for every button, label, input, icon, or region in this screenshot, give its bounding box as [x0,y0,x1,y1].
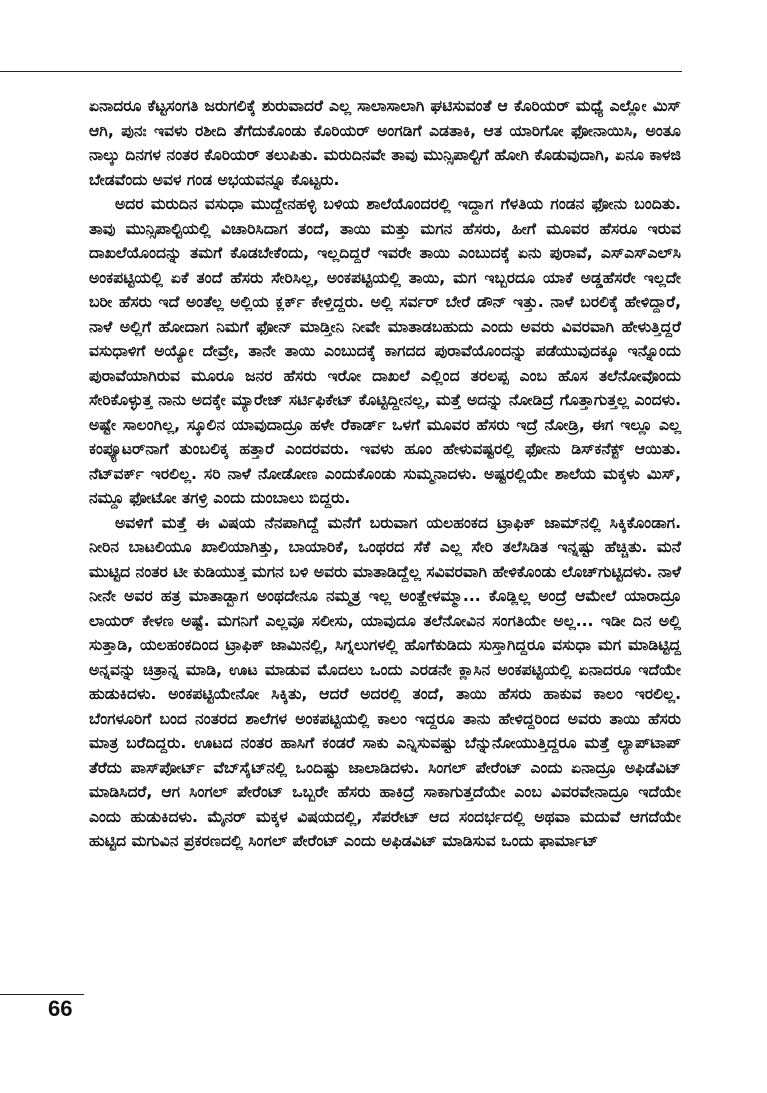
paragraph-3: ಅವಳಿಗೆ ಮತ್ತೆ ಈ ವಿಷಯ ನೆನಪಾಗಿದ್ದೆ ಮನೆಗೆ ಬರುವಾಗ ಯಲಹಂಕದ ಟ್ರಾಫಿಕ್ ಜಾಮ್‌ನಲ್ಲಿ ಸಿಕ್ಕಿಕೊಂಡಾಗ. ನೀರಿನ ಬಾಟಲಿಯೂ ಖಾಲಿಯಾಗಿತ್ತು, ಬಾಯಾರಿಕೆ, ಒಂಥರದ ಸೆಕೆ ಎಲ್ಲ ಸೇರಿ ತಲೆಸಿಡಿತ ಇನ್ನಷ್ಟು ಹೆಚ್ಚಿತು. ಮನೆ ಮುಟ್ಟಿದ ನಂತರ ಟೀ ಕುಡಿಯುತ್ತ ಮಗನ ಬಳಿ ಅವರು ಮಾತಾಡಿದ್ದೆಲ್ಲ ಸವಿವರವಾಗಿ ಹೇಳಿಕೊಂಡು ಲೊಚ್‌ಗುಟ್ಟಿದಳು. ನಾಳೆ ನೀನೇ ಅವರ ಹತ್ರ ಮಾತಾಡ್ಬಾಗ ಅಂಥದೇನೂ ನಮ್ಮತ್ರ ಇಲ್ಲ ಅಂತ್ಹೇಳಮ್ಮಾ... ಕೊಡ್ಲಿಲ್ಲ ಅಂದ್ರೆ ಆಮೇಲೆ ಯಾರಾದ್ರೂ ಲಾಯರ್ ಕೇಳಣ ಅಷ್ಟೆ. ಮಗನಿಗೆ ಎಲ್ಲವೂ ಸಲೀಸು, ಯಾವುದೂ ತಲೆನೋವಿನ ಸಂಗತಿಯೇ ಅಲ್ಲ... ಇಡೀ ದಿನ ಅಲ್ಲಿ ಸುತ್ತಾಡಿ, ಯಲಹಂಕದಿಂದ ಟ್ರಾಫಿಕ್ ಜಾಮಿನಲ್ಲಿ, ಸಿಗ್ನಲುಗಳಲ್ಲಿ ಹೊಗೆಕುಡಿದು ಸುಸ್ತಾಗಿದ್ದರೂ ವಸುಧಾ ಮಗ ಮಾಡಿಟ್ಟಿದ್ದ ಅನ್ನವನ್ನು ಚಿತ್ರಾನ್ನ ಮಾಡಿ, ಊಟ ಮಾಡುವ ಮೊದಲು ಒಂದು ಎರಡನೇ ಕ್ಲಾಸಿನ ಅಂಕಪಟ್ಟಿಯಲ್ಲಿ ಏನಾದರೂ ಇದೆಯೇ ಹುಡುಕಿದಳು. ಅಂಕಪಟ್ಟಿಯೇನೋ ಸಿಕ್ಕಿತು, ಆದರೆ ಅದರಲ್ಲಿ ತಂದೆ, ತಾಯಿ ಹೆಸರು ಹಾಕುವ ಕಾಲಂ ಇರಲಿಲ್ಲ. ಬೆಂಗಳೂರಿಗೆ ಬಂದ ನಂತರದ ಶಾಲೆಗಳ ಅಂಕಪಟ್ಟಿಯಲ್ಲಿ ಕಾಲಂ ಇದ್ದರೂ ತಾನು ಹೇಳಿದ್ದರಿಂದ ಅವರು ತಾಯಿ ಹೆಸರು ಮಾತ್ರ ಬರೆದಿದ್ದರು. ಊಟದ ನಂತರ ಹಾಸಿಗೆ ಕಂಡರೆ ಸಾಕು ಎನ್ನಿಸುವಷ್ಟು ಬೆನ್ನುನೋಯುತ್ತಿದ್ದರೂ ಮತ್ತೆ ಲ್ಯಾಪ್‌ಟಾಪ್ ತೆರೆದು ಪಾಸ್‌ಪೋರ್ಟ್ ವೆಬ್‌ಸೈಟ್‌ನಲ್ಲಿ ಒಂದಿಷ್ಟು ಜಾಲಾಡಿದಳು. ಸಿಂಗಲ್ ಪೇರೆಂಟ್ ಎಂದು ಏನಾದ್ರೂ ಅಫಿಡೆವಿಟ್ ಮಾಡಿಸಿದರೆ, ಆಗ ಸಿಂಗಲ್ ಪೇರೆಂಟ್ ಒಬ್ಬರೇ ಹೆಸರು ಹಾಕಿದ್ರೆ ಸಾಕಾಗುತ್ತದೆಯೇ ಎಂಬ ವಿವರವೇನಾದ್ರೂ ಇದೆಯೇ ಎಂದು ಹುಡುಕಿದಳು. ಮೈನರ್ ಮಕ್ಕಳ ವಿಷಯದಲ್ಲಿ, ಸೆಪರೇಟ್ ಆದ ಸಂದರ್ಭದಲ್ಲಿ ಅಥವಾ ಮದುವೆ ಆಗದೆಯೇ ಹುಟ್ಟಿದ ಮಗುವಿನ ಪ್ರಕರಣದಲ್ಲಿ ಸಿಂಗಲ್ ಪೇರೆಂಟ್ ಎಂದು ಅಫಿಡವಿಟ್ ಮಾಡಿಸುವ ಒಂದು ಫಾರ್ಮಾಟ್ [89,513,681,850]
page-number: 66 [48,996,73,1021]
footer-rule [0,994,84,995]
body-text [89,94,681,854]
paragraph-2: ಅದರ ಮರುದಿನ ವಸುಧಾ ಮುದ್ದೇನಹಳ್ಳಿ ಬಳಿಯ ಶಾಲೆಯೊಂದರಲ್ಲಿ ಇದ್ದಾಗ ಗೆಳತಿಯ ಗಂಡನ ಫೋನು ಬಂದಿತು. ತಾವು ಮುನ್ಸಿಪಾಲ್ಟಿಯಲ್ಲಿ ವಿಚಾರಿಸಿದಾಗ ತಂದೆ, ತಾಯಿ ಮತ್ತು ಮಗನ ಹೆಸರು, ಹೀಗೆ ಮೂವರ ಹೆಸರೂ ಇರುವ ದಾಖಲೆಯೊಂದನ್ನು ತಮಗೆ ಕೊಡಬೇಕೆಂದು, ಇಲ್ಲದಿದ್ದರೆ ಇವರೇ ತಾಯಿ ಎಂಬುದಕ್ಕೆ ಏನು ಪುರಾವೆ, ಎಸ್‌ಎಸ್‌ಎಲ್‌ಸಿ ಅಂಕಪಟ್ಟಿಯಲ್ಲಿ ಏಕೆ ತಂದೆ ಹೆಸರು ಸೇರಿಸಿಲ್ಲ, ಅಂಕಪಟ್ಟಿಯಲ್ಲಿ ತಾಯಿ, ಮಗ ಇಬ್ಬರದೂ ಯಾಕೆ ಅಡ್ಡಹೆಸರೇ ಇಲ್ಲದೇ ಬರೀ ಹೆಸರು ಇದೆ ಅಂತೆಲ್ಲ ಅಲ್ಲಿಯ ಕ್ಲರ್ಕ್ ಕೇಳ್ತಿದ್ದರು. ಅಲ್ಲಿ ಸರ್ವರ್ ಬೇರೆ ಡೌನ್ ಇತ್ತು. ನಾಳೆ ಬರಲಿಕ್ಕೆ ಹೇಳಿದ್ದಾರೆ, ನಾಳೆ ಅಲ್ಲಿಗೆ ಹೋದಾಗ ನಿಮಗೆ ಫೋನ್ ಮಾಡ್ತೀನಿ ನೀವೇ ಮಾತಾಡಬಹುದು ಎಂದು ಅವರು ವಿವರವಾಗಿ ಹೇಳುತ್ತಿದ್ದರೆ ವಸುಧಾಳಿಗೆ ಅಯ್ಯೋ ದೇವ್ರೇ, ತಾನೇ ತಾಯಿ ಎಂಬುದಕ್ಕೆ ಕಾಗದದ ಪುರಾವೆಯೊಂದನ್ನು ಪಡೆಯುವುದಕ್ಕೂ ಇನ್ನೊಂದು ಪುರಾವೆಯಾಗಿರುವ ಮೂರೂ ಜನರ ಹೆಸರು ಇರೋ ದಾಖಲೆ ಎಲ್ಲಿಂದ ತರಲಪ್ಪ ಎಂಬ ಹೊಸ ತಲೆನೋವೊಂದು ಸೇರಿಕೊಳ್ಳುತ್ತ ನಾನು ಅದಕ್ಕೇ ಮ್ಯಾರೇಜ್ ಸರ್ಟಿಫಿಕೇಟ್ ಕೊಟ್ಟಿದ್ದೀನಲ್ಲ, ಮತ್ತೆ ಅದನ್ನು ನೋಡಿದ್ರೆ ಗೊತ್ತಾಗುತ್ತಲ್ಲ ಎಂದಳು. ಅಷ್ಟೇ ಸಾಲಂಗಿಲ್ಲ, ಸ್ಕೂಲಿನ ಯಾವುದಾದ್ರೂ ಹಳೇ ರೆಕಾರ್ಡ್ ಒಳಗೆ ಮೂವರ ಹೆಸರು ಇದ್ರೆ ನೋಡ್ರಿ, ಈಗ ಇಲ್ಲೂ ಎಲ್ಲ ಕಂಪ್ಯೂಟರ್‌ನಾಗೆ ತುಂಬಲಿಕ್ಕ ಹತ್ತಾರೆ ಎಂದರವರು. ಇವಳು ಹೂಂ ಹೇಳುವಷ್ಟರಲ್ಲಿ ಫೋನು ಡಿಸ್‌ಕನೆಕ್ಟ್ ಆಯಿತು. ನೆಟ್‌ವರ್ಕ್ ಇರಲಿಲ್ಲ. ಸರಿ ನಾಳೆ ನೋಡೋಣ ಎಂದುಕೊಂಡು ಸುಮ್ಮನಾದಳು. ಅಷ್ಟರಲ್ಲಿಯೇ ಶಾಲೆಯ ಮಕ್ಕಳು ಮಿಸ್, ನಮ್ದೂ ಫೋಟೋ ತಗಳ್ರಿ ಎಂದು ದುಂಬಾಲು ಬಿದ್ದರು. [89,195,681,507]
header-rule [0,71,682,72]
paragraph-1: ಏನಾದರೂ ಕೆಟ್ಟಸಂಗತಿ ಜರುಗಲಿಕ್ಕೆ ಶುರುವಾದರೆ ಎಲ್ಲ ಸಾಲಾಸಾಲಾಗಿ ಘಟಿಸುವಂತೆ ಆ ಕೊರಿಯರ್ ಮಧ್ಯೆ ಎಲ್ಲೋ ಮಿಸ್ ಆಗಿ, ಪುನಃ ಇವಳು ರಶೀದಿ ತೆಗೆದುಕೊಂಡು ಕೊರಿಯರ್ ಅಂಗಡಿಗೆ ಎಡತಾಕಿ, ಆತ ಯಾರಿಗೋ ಫೋನಾಯಿಸಿ, ಅಂತೂ ನಾಲ್ಕು ದಿನಗಳ ನಂತರ ಕೊರಿಯರ್ ತಲುಪಿತು. ಮರುದಿನವೇ ತಾವು ಮುನ್ಸಿಪಾಲ್ಟಿಗೆ ಹೋಗಿ ಕೊಡುವುದಾಗಿ, ಏನೂ ಕಾಳಜಿ ಬೇಡವೆಂದು ಅವಳ ಗಂಡ ಅಭಯವನ್ನೂ ಕೊಟ್ಟರು. [89,97,681,189]
